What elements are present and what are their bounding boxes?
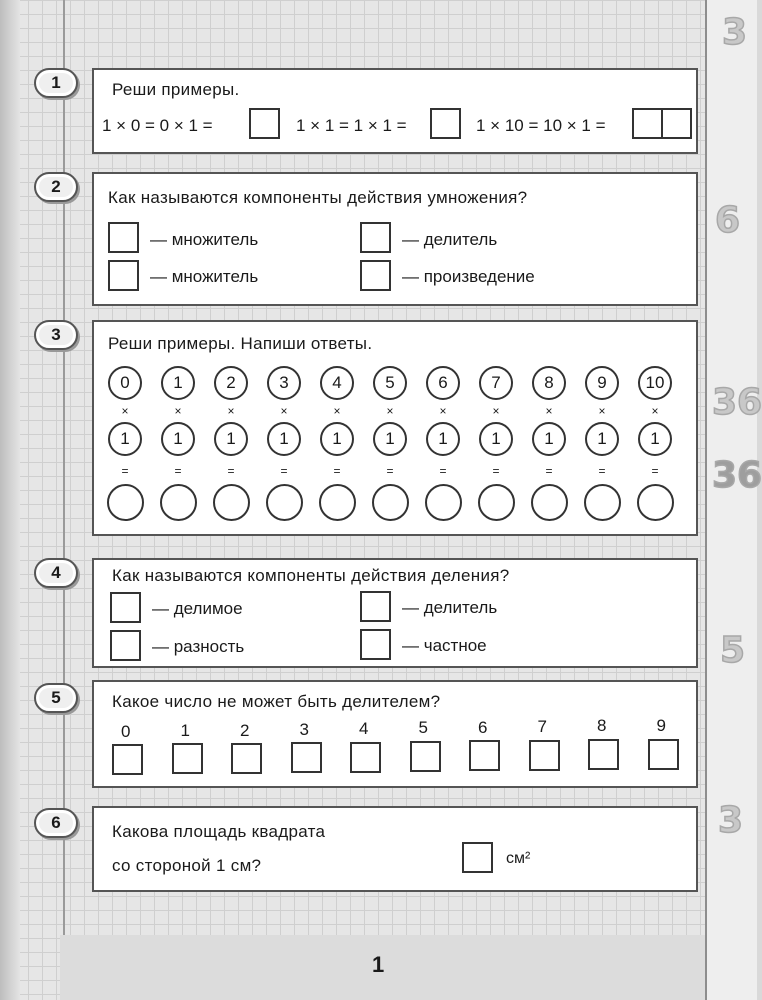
equals-sign: = bbox=[492, 464, 500, 478]
equals-sign: = bbox=[651, 464, 659, 478]
equals-sign: = bbox=[386, 464, 394, 478]
task-6-question-line-1: Какова площадь квадрата bbox=[112, 822, 326, 841]
factor-circle: 1 bbox=[638, 422, 672, 456]
answer-box[interactable] bbox=[360, 629, 391, 660]
answer-circle[interactable] bbox=[531, 484, 568, 521]
task-4-panel bbox=[92, 558, 698, 668]
decorative-digit-graphic: 3 bbox=[722, 12, 748, 53]
answer-box[interactable] bbox=[249, 108, 280, 139]
answer-circle[interactable] bbox=[584, 484, 621, 521]
answer-box[interactable] bbox=[462, 842, 493, 873]
task-number-badge: 5 bbox=[34, 683, 78, 713]
answer-box[interactable] bbox=[108, 222, 139, 253]
decorative-digit-graphic: 36 bbox=[712, 382, 762, 423]
times-sign: × bbox=[492, 404, 500, 418]
answer-box[interactable] bbox=[360, 260, 391, 291]
right-margin-strip bbox=[705, 0, 757, 1000]
option-label: — множитель bbox=[150, 267, 259, 286]
decorative-digit-graphic: 5 bbox=[720, 630, 746, 671]
factor-circle: 8 bbox=[532, 366, 566, 400]
option-label: — произведение bbox=[402, 267, 535, 286]
digit-label: 6 bbox=[478, 718, 488, 737]
answer-box[interactable] bbox=[430, 108, 461, 139]
answer-circle[interactable] bbox=[266, 484, 303, 521]
answer-circle[interactable] bbox=[425, 484, 462, 521]
factor-circle: 0 bbox=[108, 366, 142, 400]
equals-sign: = bbox=[598, 464, 606, 478]
factor-circle: 1 bbox=[532, 422, 566, 456]
factor-circle: 7 bbox=[479, 366, 513, 400]
answer-box[interactable] bbox=[231, 743, 262, 774]
answer-circle[interactable] bbox=[213, 484, 250, 521]
decorative-digit-graphic: 6 bbox=[715, 200, 741, 241]
task-5-panel bbox=[92, 680, 698, 788]
binding-edge bbox=[0, 0, 20, 1000]
option-label: — множитель bbox=[150, 230, 259, 249]
task-5-question: Какое число не может быть делителем? bbox=[112, 692, 441, 711]
times-sign: × bbox=[333, 404, 341, 418]
answer-box[interactable] bbox=[529, 740, 560, 771]
answer-box-tens[interactable] bbox=[632, 108, 663, 139]
equals-sign: = bbox=[333, 464, 341, 478]
factor-circle: 1 bbox=[320, 422, 354, 456]
equals-sign: = bbox=[545, 464, 553, 478]
task-2-panel bbox=[92, 172, 698, 306]
factor-circle: 3 bbox=[267, 366, 301, 400]
factor-circle: 1 bbox=[108, 422, 142, 456]
answer-box[interactable] bbox=[112, 744, 143, 775]
task-number-badge: 4 bbox=[34, 558, 78, 588]
answer-box[interactable] bbox=[588, 739, 619, 770]
digit-label: 0 bbox=[121, 722, 131, 741]
option-label: — частное bbox=[402, 636, 487, 655]
task-number-badge: 1 bbox=[34, 68, 78, 98]
factor-circle: 1 bbox=[161, 422, 195, 456]
digit-label: 1 bbox=[180, 721, 190, 740]
answer-box[interactable] bbox=[291, 742, 322, 773]
task-1-panel bbox=[92, 68, 698, 154]
option-label: — делитель bbox=[402, 598, 498, 617]
task-number-badge: 2 bbox=[34, 172, 78, 202]
digit-label: 7 bbox=[537, 717, 547, 736]
equals-sign: = bbox=[121, 464, 129, 478]
factor-circle: 2 bbox=[214, 366, 248, 400]
task-number-badge: 3 bbox=[34, 320, 78, 350]
times-sign: × bbox=[386, 404, 394, 418]
page-number: 1 bbox=[372, 952, 385, 977]
decorative-digit-graphic: 36 bbox=[712, 455, 762, 496]
option-label: — делимое bbox=[152, 599, 243, 618]
factor-circle: 5 bbox=[373, 366, 407, 400]
answer-circle[interactable] bbox=[160, 484, 197, 521]
answer-box-ones[interactable] bbox=[661, 108, 692, 139]
times-sign: × bbox=[227, 404, 235, 418]
option-label: — разность bbox=[152, 637, 245, 656]
option-label: — делитель bbox=[402, 230, 498, 249]
factor-circle: 1 bbox=[479, 422, 513, 456]
answer-circle[interactable] bbox=[107, 484, 144, 521]
times-sign: × bbox=[598, 404, 606, 418]
task-3-question: Реши примеры. Напиши ответы. bbox=[108, 334, 373, 353]
factor-circle: 6 bbox=[426, 366, 460, 400]
times-sign: × bbox=[280, 404, 288, 418]
decorative-digit-graphic: 3 bbox=[718, 800, 744, 841]
equals-sign: = bbox=[439, 464, 447, 478]
answer-circle[interactable] bbox=[372, 484, 409, 521]
answer-box[interactable] bbox=[110, 592, 141, 623]
digit-label: 2 bbox=[240, 721, 250, 740]
digit-label: 3 bbox=[299, 720, 309, 739]
factor-circle: 1 bbox=[267, 422, 301, 456]
digit-label: 8 bbox=[597, 716, 607, 735]
factor-circle: 1 bbox=[426, 422, 460, 456]
factor-circle: 10 bbox=[638, 366, 672, 400]
answer-box[interactable] bbox=[469, 740, 500, 771]
task-number-badge: 6 bbox=[34, 808, 78, 838]
task-1-example-3: 1 × 10 = 10 × 1 = bbox=[476, 116, 606, 135]
task-4-question: Как называются компоненты действия деления? bbox=[112, 566, 510, 585]
factor-circle: 1 bbox=[585, 422, 619, 456]
answer-circle[interactable] bbox=[637, 484, 674, 521]
margin-line-left bbox=[63, 0, 65, 1000]
times-sign: × bbox=[174, 404, 182, 418]
task-1-question: Реши примеры. bbox=[112, 80, 240, 99]
times-sign: × bbox=[651, 404, 659, 418]
times-sign: × bbox=[439, 404, 447, 418]
task-1-example-1: 1 × 0 = 0 × 1 = bbox=[102, 116, 213, 135]
task-2-question: Как называются компоненты действия умножения? bbox=[108, 188, 528, 207]
times-sign: × bbox=[121, 404, 129, 418]
digit-label: 5 bbox=[418, 718, 428, 737]
task-6-panel bbox=[92, 806, 698, 892]
factor-circle: 1 bbox=[214, 422, 248, 456]
answer-box[interactable] bbox=[110, 630, 141, 661]
factor-circle: 9 bbox=[585, 366, 619, 400]
digit-label: 4 bbox=[359, 719, 369, 738]
answer-box[interactable] bbox=[350, 742, 381, 773]
answer-circle[interactable] bbox=[478, 484, 515, 521]
answer-circle[interactable] bbox=[319, 484, 356, 521]
answer-box[interactable] bbox=[360, 591, 391, 622]
answer-box[interactable] bbox=[410, 741, 441, 772]
equals-sign: = bbox=[174, 464, 182, 478]
task-3-panel bbox=[92, 320, 698, 536]
answer-box[interactable] bbox=[360, 222, 391, 253]
task-1-example-2: 1 × 1 = 1 × 1 = bbox=[296, 116, 407, 135]
digit-label: 9 bbox=[656, 716, 666, 735]
unit-label: см² bbox=[506, 850, 531, 867]
factor-circle: 1 bbox=[161, 366, 195, 400]
factor-circle: 4 bbox=[320, 366, 354, 400]
equals-sign: = bbox=[280, 464, 288, 478]
answer-box[interactable] bbox=[108, 260, 139, 291]
answer-box[interactable] bbox=[172, 743, 203, 774]
task-6-question-line-2: со стороной 1 см? bbox=[112, 856, 262, 875]
answer-box[interactable] bbox=[648, 739, 679, 770]
factor-circle: 1 bbox=[373, 422, 407, 456]
times-sign: × bbox=[545, 404, 553, 418]
equals-sign: = bbox=[227, 464, 235, 478]
